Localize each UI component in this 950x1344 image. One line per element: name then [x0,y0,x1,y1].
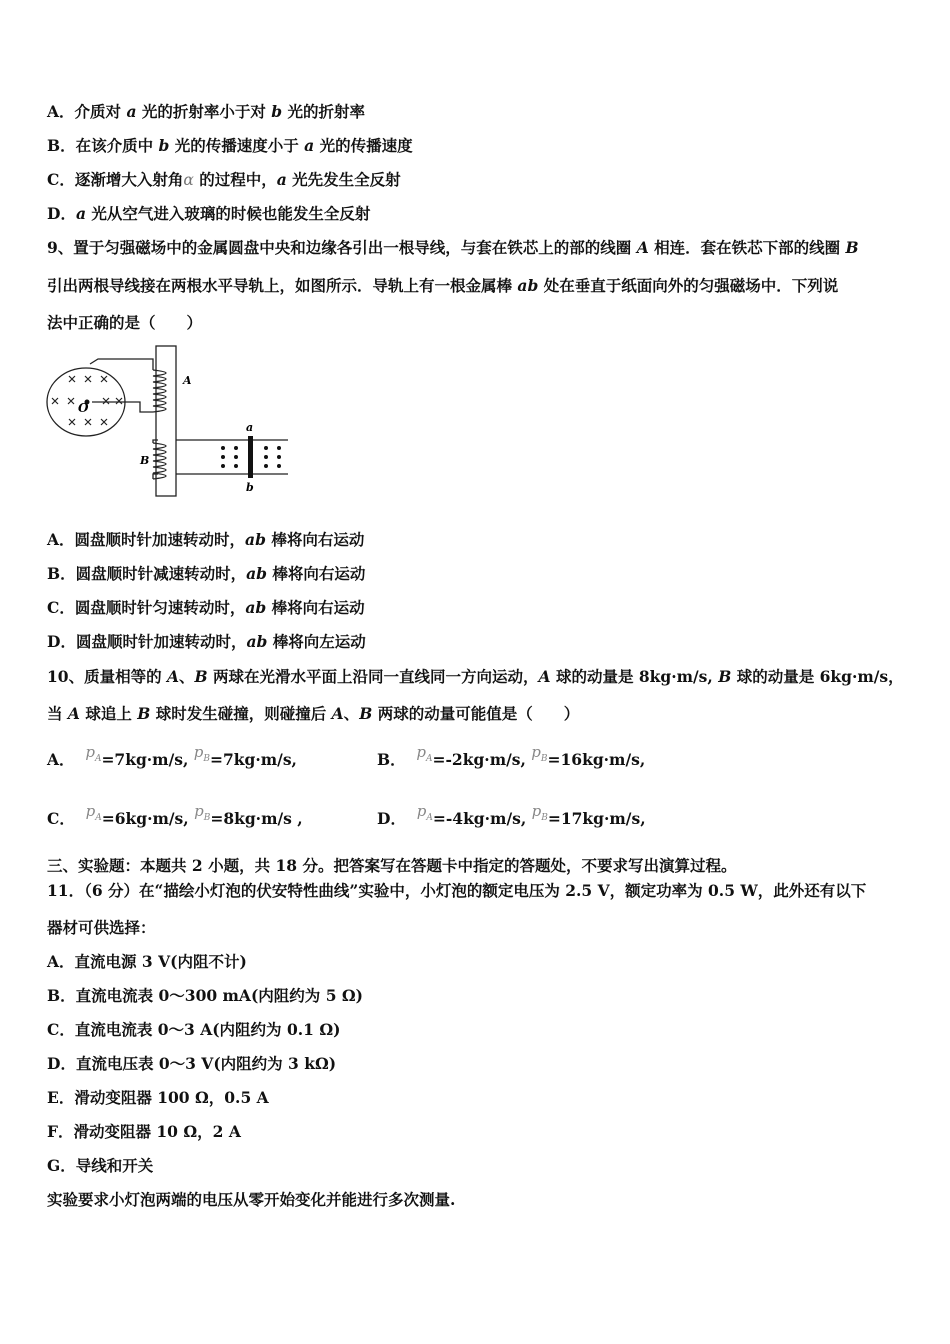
section3-heading: 三、实验题：本题共 2 小题，共 18 分。把答案写在答题卡中指定的答题处，不要求写出演算过程。 [47,856,737,875]
coil-a [153,370,166,412]
momentum-symbol: $p_B$ [194,802,211,823]
momentum-symbol: $p_A$ [85,802,102,823]
momentum-symbol: $p_A$ [416,743,433,764]
momentum-symbol: $p_A$ [85,743,102,764]
q9-stem-line1: 9、置于匀强磁场中的金属圆盘中央和边缘各引出一根导线，与套在铁芯上的部的线圈 A 相连．套在铁芯下部的线圈 B [47,238,859,257]
label-a: a [246,421,254,434]
q11-requirement: 实验要求小灯泡两端的电压从零开始变化并能进行多次测量. [47,1190,456,1209]
q8-option-a: A．介质对 a 光的折射率小于对 b 光的折射率 [47,102,366,121]
q11-equipment-item: E．滑动变阻器 100 Ω，0.5 A [47,1088,269,1107]
label-center-o: O [78,401,89,415]
q9-option-d: D．圆盘顺时针加速转动时，ab 棒将向左运动 [47,632,366,651]
momentum-symbol: $p_B$ [531,802,548,823]
q11-equipment-item: F．滑动变阻器 10 Ω，2 A [47,1122,241,1141]
q11-stem-line1: 11．（6 分）在“描绘小灯泡的伏安特性曲线”实验中，小灯泡的额定电压为 2.5 V，额定功率为 0.5 W，此外还有以下 [47,881,867,900]
q9-option-b: B．圆盘顺时针减速转动时，ab 棒将向右运动 [47,564,366,583]
q9-option-a: A．圆盘顺时针加速转动时，ab 棒将向右运动 [47,530,365,549]
q10-option-a: A． $p_A=7kg\cdot m/s$, $p_B=7kg\cdot m/s$, [47,743,297,769]
label-b: b [246,481,254,494]
q9-stem-line3: 法中正确的是（ ） [47,313,203,332]
q10-stem-line2: 当 A 球追上 B 球时发生碰撞，则碰撞后 A、B 两球的动量可能值是（ ） [47,704,580,723]
q8-option-c: C．逐渐增大入射角α 的过程中，a 光先发生全反射 [47,170,401,189]
q11-equipment-item: A．直流电源 3 V(内阻不计) [47,952,247,971]
label-coil-a: A [183,374,192,387]
momentum-symbol: $p_B$ [531,743,548,764]
q9-stem-line2: 引出两根导线接在两根水平导轨上，如图所示．导轨上有一根金属棒 ab 处在垂直于纸面向外的匀强磁场中．下列说 [47,276,839,295]
q9-circuit-figure [40,340,300,500]
q11-equipment-item: D．直流电压表 0～3 V(内阻约为 3 kΩ) [47,1054,337,1073]
q9-option-c: C．圆盘顺时针匀速转动时，ab 棒将向右运动 [47,598,365,617]
q10-option-b: B． $p_A=-2kg\cdot m/s$, $p_B=16kg\cdot m/s$, [377,743,646,769]
q8-option-b: B．在该介质中 b 光的传播速度小于 a 光的传播速度 [47,136,413,155]
label-coil-b: B [140,454,150,467]
q10-option-c: C． $p_A=6kg\cdot m/s$, $p_B=8kg\cdot m/s$ , [47,802,303,828]
q10-option-d: D． $p_A=-4kg\cdot m/s$, $p_B=17kg\cdot m/s$, [377,802,646,828]
metal-rod-ab [248,436,253,478]
q8-option-d: D．a 光从空气进入玻璃的时候也能发生全反射 [47,204,371,223]
momentum-symbol: $p_A$ [416,802,433,823]
q10-stem-line1: 10、质量相等的 A、B 两球在光滑水平面上沿同一直线同一方向运动，A 球的动量是 8kg·m/s, B 球的动量是 6kg·m/s， [47,667,904,686]
momentum-symbol: $p_B$ [193,743,211,764]
q11-equipment-item: B．直流电流表 0～300 mA(内阻约为 5 Ω) [47,986,364,1005]
q11-equipment-item: C．直流电流表 0～3 A(内阻约为 0.1 Ω) [47,1020,341,1039]
q11-equipment-item: G．导线和开关 [47,1156,154,1175]
q11-stem-line2: 器材可供选择： [47,918,156,937]
